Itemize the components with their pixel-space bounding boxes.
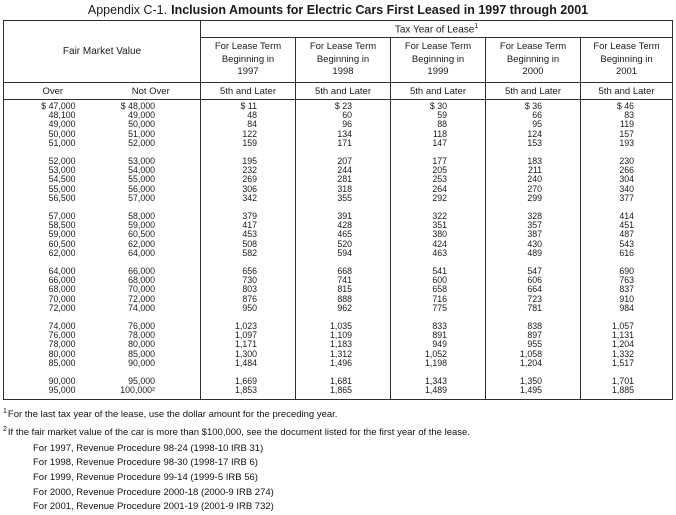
not-over-value: 100,000² [120, 385, 155, 396]
amount-1998: 207 [296, 148, 391, 166]
footnote-2 [3, 423, 676, 440]
over-value: 49,000 [48, 119, 76, 130]
amount-1998: 888 [296, 295, 391, 304]
amount-1997: 379 [201, 203, 296, 221]
amount-1997: 453 [201, 230, 296, 239]
amount-2000: 66 [486, 111, 581, 120]
table-row [4, 386, 673, 400]
amount-2000: 1,058 [486, 350, 581, 359]
amount-1998: 594 [296, 249, 391, 258]
reference-1998: For 1998, Revenue Procedure 98-30 (1998-17 IRB 6) [33, 457, 258, 469]
lease-term-2001-header [581, 38, 673, 83]
not-over-value: $ 48,000 [120, 101, 155, 111]
amount-1998: 171 [296, 139, 391, 148]
not-over-value: 49,000 [128, 110, 155, 121]
amount-1997: 84 [201, 120, 296, 129]
amount-2001: 984 [581, 304, 673, 313]
amount-1999: $ 30 [391, 100, 486, 112]
amount-1997: 1,669 [201, 368, 296, 386]
amount-1998: 1,035 [296, 313, 391, 331]
amount-2000: 838 [486, 313, 581, 331]
amount-1997: 269 [201, 175, 296, 184]
amount-1998: 355 [296, 194, 391, 203]
amount-1997: 1,097 [201, 331, 296, 340]
amount-1997: 122 [201, 130, 296, 139]
over-value: 50,000 [48, 128, 76, 139]
amount-2001: 1,517 [581, 359, 673, 368]
row-group [4, 148, 673, 203]
amount-1997: 159 [201, 139, 296, 148]
amount-1997: 232 [201, 166, 296, 175]
not-over-value: 53,000 [128, 156, 155, 167]
footnote-1-marker: 1 [3, 408, 7, 416]
tax-year-footnote-marker: 1 [474, 22, 479, 30]
not-over-header: Not Over [102, 83, 201, 100]
amount-2000: 1,204 [486, 359, 581, 368]
amount-1999: 833 [391, 313, 486, 331]
amount-1997: 876 [201, 295, 296, 304]
amount-2000: 1,495 [486, 386, 581, 400]
amount-1999: 716 [391, 295, 486, 304]
amount-2000: 897 [486, 331, 581, 340]
amount-1999: 88 [391, 120, 486, 129]
amount-1998: 1,496 [296, 359, 391, 368]
amount-2001: $ 46 [581, 100, 673, 112]
lease-term-line1: For Lease Term [593, 41, 660, 53]
amount-1999: 177 [391, 148, 486, 166]
over-value: 85,000 [48, 357, 76, 368]
amount-1999: 424 [391, 240, 486, 249]
amount-2000: 211 [486, 166, 581, 175]
amount-2001: 304 [581, 175, 673, 184]
not-over-value: 54,000 [128, 165, 155, 176]
not-over-value: 62,000 [128, 238, 155, 249]
not-over-value: 58,000 [128, 211, 155, 222]
footnote-2-marker: 2 [3, 425, 7, 433]
reference-1999: For 1999, Revenue Procedure 99-14 (1999-5 IRB 56) [33, 471, 258, 483]
amount-2000: 1,350 [486, 368, 581, 386]
amount-2000: 153 [486, 139, 581, 148]
amount-2001: 340 [581, 185, 673, 194]
amount-2001: 1,131 [581, 331, 673, 340]
title-text: Inclusion Amounts for Electric Cars First Leased in 1997 through 2001 [171, 3, 589, 17]
amount-1998: 281 [296, 175, 391, 184]
amount-1999: 949 [391, 340, 486, 349]
table-header [4, 21, 673, 100]
amount-2000: 299 [486, 194, 581, 203]
amount-1997: 1,023 [201, 313, 296, 331]
amount-2001: 157 [581, 130, 673, 139]
amount-1999: 600 [391, 276, 486, 285]
over-value: 66,000 [48, 275, 76, 286]
amount-1999: 59 [391, 111, 486, 120]
tax-year-of-lease-header [201, 21, 673, 38]
table-row [4, 148, 673, 166]
amount-2000: 183 [486, 148, 581, 166]
not-over-value: 90,000 [128, 357, 155, 368]
amount-1999: 253 [391, 175, 486, 184]
amount-1998: 391 [296, 203, 391, 221]
table-row [4, 258, 673, 276]
year-1999-label: 1999 [427, 66, 449, 78]
footnote-1-text: For the last tax year of the lease, use the dollar amount for the preceding year. [7, 409, 338, 421]
not-over-value: 85,000 [128, 348, 155, 359]
amount-2001: 1,885 [581, 386, 673, 400]
over-value: 64,000 [48, 266, 76, 277]
not-over-value: 59,000 [128, 220, 155, 231]
header-row-tax-year [4, 21, 673, 38]
amount-1998: 962 [296, 304, 391, 313]
year-1997-label: 1997 [237, 66, 259, 78]
amount-1997: 582 [201, 249, 296, 258]
over-value: 72,000 [48, 302, 76, 313]
amount-1997: 417 [201, 221, 296, 230]
lease-term-line1: For Lease Term [499, 41, 567, 53]
over-value: 60,500 [48, 238, 76, 249]
amount-2000: $ 36 [486, 100, 581, 112]
not-over-value: 76,000 [128, 321, 155, 332]
reference-2001: For 2001, Revenue Procedure 2001-19 (2001-9 IRB 732) [33, 501, 274, 513]
page-title [0, 0, 676, 17]
amount-1998: 96 [296, 120, 391, 129]
over-value: 57,000 [48, 211, 76, 222]
year-1998-label: 1998 [332, 66, 354, 78]
lease-term-line1: For Lease Term [404, 41, 472, 53]
row-group [4, 258, 673, 313]
amount-2000: 723 [486, 295, 581, 304]
fifth-and-later-header-1998: 5th and Later [296, 83, 391, 100]
table-row [4, 194, 673, 203]
tax-year-of-lease-label: Tax Year of Lease [394, 24, 475, 36]
row-group [4, 100, 673, 149]
amount-1997: 48 [201, 111, 296, 120]
amount-1998: 1,183 [296, 340, 391, 349]
lease-term-line1: For Lease Term [214, 41, 282, 53]
amount-1998: 60 [296, 111, 391, 120]
amount-1997: 1,853 [201, 386, 296, 400]
amount-1997: 1,484 [201, 359, 296, 368]
not-over-value: 72,000 [128, 293, 155, 304]
amount-1999: 1,489 [391, 386, 486, 400]
amount-2000: 357 [486, 221, 581, 230]
over-value: $ 47,000 [41, 101, 76, 111]
amount-2001: 910 [581, 295, 673, 304]
amount-2001: 266 [581, 166, 673, 175]
not-over-value: 51,000 [128, 128, 155, 139]
amount-1999: 541 [391, 258, 486, 276]
over-value: 51,000 [48, 137, 76, 148]
amount-2001: 1,332 [581, 350, 673, 359]
over-value: 55,000 [48, 183, 76, 194]
amount-1997: 803 [201, 285, 296, 294]
lease-term-line2: Beginning in [600, 53, 653, 65]
not-over-value: 64,000 [128, 247, 155, 258]
amount-2000: 489 [486, 249, 581, 258]
over-header: Over [4, 83, 102, 100]
row-group [4, 313, 673, 368]
lease-term-2000-header [486, 38, 581, 83]
fifth-and-later-header-1997: 5th and Later [201, 83, 296, 100]
fair-market-value-header [4, 21, 201, 83]
amount-1999: 205 [391, 166, 486, 175]
amount-1999: 322 [391, 203, 486, 221]
over-value: 76,000 [48, 330, 76, 341]
amount-2000: 95 [486, 120, 581, 129]
amount-2001: 837 [581, 285, 673, 294]
amount-1997: 1,171 [201, 340, 296, 349]
amount-2001: 193 [581, 139, 673, 148]
title-prefix: Appendix C-1. [87, 3, 168, 17]
year-2000-label: 2000 [522, 66, 544, 78]
amount-1999: 351 [391, 221, 486, 230]
over-value: 62,000 [48, 247, 76, 258]
amount-2000: 387 [486, 230, 581, 239]
amount-2000: 124 [486, 130, 581, 139]
not-over-value: 74,000 [128, 302, 155, 313]
table-row [4, 203, 673, 221]
year-2001-label: 2001 [615, 66, 638, 78]
over-value: 90,000 [48, 376, 76, 387]
amount-1999: 775 [391, 304, 486, 313]
amount-2000: 240 [486, 175, 581, 184]
table-row [4, 368, 673, 386]
footnote-references [33, 442, 676, 515]
footnote-2-text: If the fair market value of the car is more than $100,000, see the document listed for the first year of the lease. [7, 426, 470, 438]
over-value: 80,000 [48, 348, 76, 359]
inclusion-amounts-table [3, 20, 673, 400]
amount-1997: 730 [201, 276, 296, 285]
amount-1998: 1,681 [296, 368, 391, 386]
amount-2000: 328 [486, 203, 581, 221]
amount-2000: 547 [486, 258, 581, 276]
amount-2000: 606 [486, 276, 581, 285]
amount-1999: 1,198 [391, 359, 486, 368]
over-value: 48,100 [48, 110, 76, 121]
lease-term-line2: Beginning in [411, 53, 465, 65]
amount-2001: 414 [581, 203, 673, 221]
amount-2001: 1,204 [581, 340, 673, 349]
amount-1998: 318 [296, 185, 391, 194]
amount-1999: 1,052 [391, 350, 486, 359]
over-value: 53,000 [48, 165, 76, 176]
amount-1998: 134 [296, 130, 391, 139]
amount-1997: 195 [201, 148, 296, 166]
table-row [4, 100, 673, 112]
over-value: 58,500 [48, 220, 76, 231]
amount-1998: 1,312 [296, 350, 391, 359]
table-row [4, 304, 673, 313]
lease-term-line2: Beginning in [221, 53, 275, 65]
amount-1998: 428 [296, 221, 391, 230]
amount-1999: 118 [391, 130, 486, 139]
amount-2000: 270 [486, 185, 581, 194]
amount-1998: 1,109 [296, 331, 391, 340]
lease-term-line2: Beginning in [316, 53, 370, 65]
fair-market-value-label: Fair Market Value [62, 46, 142, 57]
not-over-value: 55,000 [128, 174, 155, 185]
not-over-value: 70,000 [128, 284, 155, 295]
reference-2000: For 2000, Revenue Procedure 2000-18 (2000-9 IRB 274) [33, 486, 274, 498]
over-value: 52,000 [48, 156, 76, 167]
amount-1998: 465 [296, 230, 391, 239]
over-value: 68,000 [48, 284, 76, 295]
amount-2001: 1,057 [581, 313, 673, 331]
amount-2001: 451 [581, 221, 673, 230]
not-over-value: 50,000 [128, 119, 155, 130]
reference-1997: For 1997, Revenue Procedure 98-24 (1998-10 IRB 31) [33, 442, 264, 454]
lease-term-1999-header [391, 38, 486, 83]
amount-1998: 1,865 [296, 386, 391, 400]
not-over-value: 68,000 [128, 275, 155, 286]
amount-1999: 147 [391, 139, 486, 148]
over-value: 74,000 [48, 321, 76, 332]
table-row [4, 111, 673, 120]
row-group [4, 203, 673, 258]
header-row-sub [4, 83, 673, 100]
amount-2000: 955 [486, 340, 581, 349]
amount-1997: 342 [201, 194, 296, 203]
table-row [4, 359, 673, 368]
amount-2001: 1,701 [581, 368, 673, 386]
table-row [4, 313, 673, 331]
amount-2001: 377 [581, 194, 673, 203]
amount-1998: 741 [296, 276, 391, 285]
amount-1999: 463 [391, 249, 486, 258]
over-value: 78,000 [48, 339, 76, 350]
amount-1999: 380 [391, 230, 486, 239]
not-over-value: 78,000 [128, 330, 155, 341]
over-value: 59,000 [48, 229, 76, 240]
not-over-value: 57,000 [128, 192, 155, 203]
amount-2001: 690 [581, 258, 673, 276]
over-value: 95,000 [48, 385, 76, 396]
amount-1998: 520 [296, 240, 391, 249]
amount-1999: 658 [391, 285, 486, 294]
amount-1998: 668 [296, 258, 391, 276]
amount-1997: 950 [201, 304, 296, 313]
amount-1999: 1,343 [391, 368, 486, 386]
not-over-value: 56,000 [128, 183, 155, 194]
amount-1997: 656 [201, 258, 296, 276]
lease-term-1997-header [201, 38, 296, 83]
amount-1999: 891 [391, 331, 486, 340]
amount-2001: 763 [581, 276, 673, 285]
over-value: 56,500 [48, 192, 76, 203]
not-over-value: 60,500 [128, 229, 155, 240]
table-row [4, 249, 673, 258]
amount-2000: 430 [486, 240, 581, 249]
amount-1998: $ 23 [296, 100, 391, 112]
amount-1999: 264 [391, 185, 486, 194]
fifth-and-later-header-2001: 5th and Later [581, 83, 673, 100]
not-over-value: 66,000 [128, 266, 155, 277]
footnotes [3, 405, 676, 514]
amount-2001: 119 [581, 120, 673, 129]
footnote-1 [3, 405, 676, 422]
amount-1998: 244 [296, 166, 391, 175]
amount-2001: 616 [581, 249, 673, 258]
amount-1997: $ 11 [201, 100, 296, 112]
lease-term-1998-header [296, 38, 391, 83]
not-over-value: 95,000 [128, 376, 155, 387]
amount-1997: 306 [201, 185, 296, 194]
fifth-and-later-header-2000: 5th and Later [486, 83, 581, 100]
lease-term-line2: Beginning in [506, 53, 560, 65]
row-group [4, 368, 673, 400]
lease-term-line1: For Lease Term [309, 41, 377, 53]
amount-2001: 543 [581, 240, 673, 249]
table-row [4, 139, 673, 148]
amount-1999: 292 [391, 194, 486, 203]
over-value: 54,500 [48, 174, 76, 185]
over-value: 70,000 [48, 293, 76, 304]
amount-2001: 83 [581, 111, 673, 120]
not-over-value: 52,000 [128, 137, 155, 148]
not-over-value: 80,000 [128, 339, 155, 350]
amount-2001: 487 [581, 230, 673, 239]
amount-1998: 815 [296, 285, 391, 294]
amount-2000: 664 [486, 285, 581, 294]
amount-2001: 230 [581, 148, 673, 166]
amount-1997: 1,300 [201, 350, 296, 359]
fifth-and-later-header-1999: 5th and Later [391, 83, 486, 100]
amount-2000: 781 [486, 304, 581, 313]
amount-1997: 508 [201, 240, 296, 249]
